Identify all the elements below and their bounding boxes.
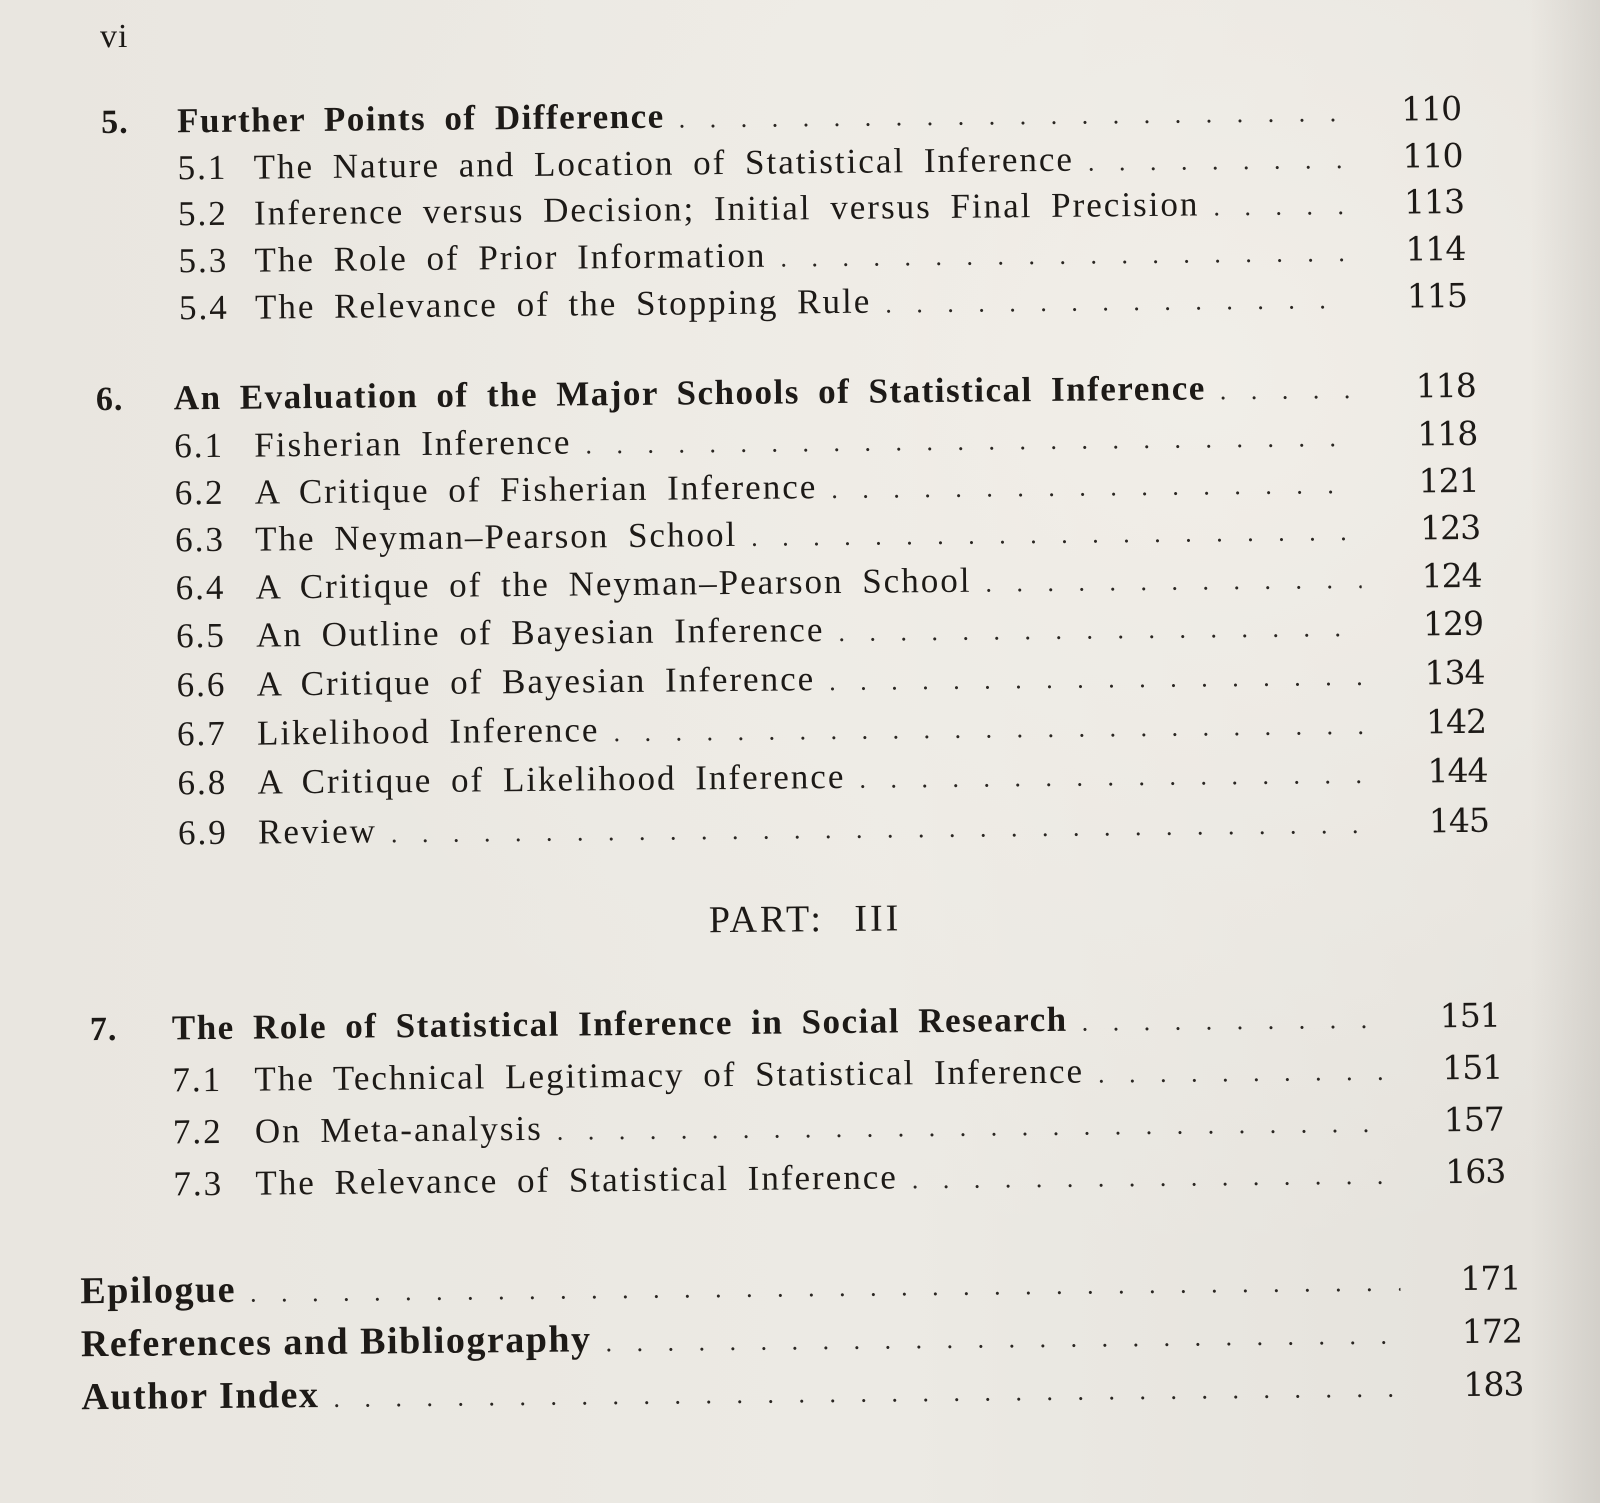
section-title: The Relevance of the Stopping Rule [254, 281, 872, 327]
section-number: 6.2 [174, 472, 225, 513]
section-number: 6.3 [175, 519, 226, 560]
page-number: 145 [1428, 800, 1490, 841]
section-title: A Critique of Likelihood Inference [257, 756, 846, 802]
dot-leader [557, 1109, 1384, 1147]
section-number: 5.2 [177, 193, 228, 234]
dot-leader [780, 238, 1345, 273]
dot-leader [585, 423, 1357, 460]
page-number: 124 [1421, 555, 1482, 596]
section-number: 5.4 [178, 287, 229, 328]
section-number: 5.1 [177, 147, 228, 188]
page-folio: vi [100, 18, 129, 55]
section-title: Fisherian Inference [254, 422, 572, 465]
page-number: 183 [1463, 1364, 1524, 1405]
section-number: 6.9 [177, 812, 228, 853]
back-matter-title: Author Index [81, 1373, 320, 1419]
dot-leader [885, 285, 1347, 319]
section-entry [176, 604, 1483, 663]
section-number: 6.7 [176, 713, 227, 754]
dot-leader [679, 98, 1342, 134]
section-entry [173, 1100, 1504, 1159]
section-number: 6.6 [176, 664, 227, 705]
page-number: 172 [1461, 1311, 1523, 1352]
page-number: 118 [1417, 413, 1478, 454]
section-entry [177, 702, 1486, 761]
dot-leader [1098, 1057, 1383, 1090]
page-number: 171 [1460, 1258, 1521, 1299]
section-title: A Critique of Bayesian Inference [256, 659, 816, 704]
page-number: 134 [1424, 652, 1485, 693]
section-number: 6.1 [174, 425, 225, 466]
section-title: A Critique of Fisherian Inference [254, 467, 818, 512]
back-matter-title: Epilogue [80, 1268, 237, 1313]
chapter-title: The Role of Statistical Inference in Social Research [171, 999, 1068, 1048]
page-number: 129 [1422, 603, 1484, 644]
section-title: The Neyman–Pearson School [254, 514, 738, 559]
section-title: Review [257, 811, 378, 852]
back-matter-title: References and Bibliography [80, 1318, 592, 1366]
section-number: 7.3 [173, 1163, 224, 1204]
page-number: 115 [1406, 275, 1468, 316]
page-number: 110 [1400, 88, 1462, 129]
chapter-title: An Evaluation of the Major Schools of Statistical Inference [173, 368, 1206, 418]
section-title: The Technical Legitimacy of Statistical Inference [254, 1051, 1085, 1099]
dot-leader [1088, 145, 1343, 177]
section-number: 6.5 [175, 615, 227, 656]
chapter-number: 7. [89, 1010, 118, 1049]
section-number: 6.8 [177, 762, 228, 803]
section-number: 5.3 [178, 240, 229, 281]
dot-leader [912, 1161, 1386, 1196]
references-entry [81, 1308, 1522, 1368]
page-number: 144 [1427, 750, 1488, 791]
chapter-number: 6. [95, 380, 124, 419]
dot-leader [250, 1268, 1401, 1309]
dot-leader [1213, 191, 1344, 222]
section-entry [172, 1048, 1502, 1107]
section-number: 6.4 [175, 567, 226, 608]
dot-leader [831, 470, 1359, 505]
section-entry [177, 751, 1487, 810]
section-title: An Outline of Bayesian Inference [255, 610, 825, 655]
dot-leader [613, 711, 1366, 748]
chapter-title: Further Points of Difference [176, 96, 665, 141]
page-number: 118 [1415, 365, 1476, 406]
section-entry [176, 653, 1484, 712]
section-number: 7.2 [172, 1111, 223, 1152]
part-heading: PART: III [708, 897, 902, 942]
dot-leader [829, 662, 1365, 697]
dot-leader [391, 810, 1369, 849]
dot-leader [605, 1321, 1402, 1359]
chapter-7-entry [90, 996, 1500, 1056]
section-title: A Critique of the Neyman–Pearson School [255, 560, 972, 607]
page-number: 142 [1425, 701, 1487, 742]
section-title: Likelihood Inference [256, 710, 600, 753]
dot-leader [1220, 375, 1356, 406]
page-number: 151 [1439, 995, 1501, 1036]
dot-leader [838, 613, 1363, 648]
page-number: 110 [1402, 135, 1463, 176]
chapter-number: 5. [101, 103, 129, 142]
page-number: 123 [1419, 507, 1481, 548]
page-number: 163 [1445, 1151, 1506, 1192]
section-entry [178, 801, 1489, 860]
section-number: 7.1 [172, 1059, 223, 1100]
author-index-entry [81, 1361, 1523, 1421]
page-number: 114 [1405, 228, 1466, 269]
section-title: Inference versus Decision; Initial versus Final Precision [253, 184, 1200, 233]
dot-leader [751, 517, 1360, 553]
section-entry [173, 1152, 1505, 1211]
epilogue-entry [80, 1255, 1520, 1315]
page-number: 113 [1403, 181, 1465, 222]
section-title: On Meta-analysis [254, 1108, 543, 1151]
section-title: The Nature and Location of Statistical Inference [253, 139, 1075, 187]
page-number: 151 [1442, 1047, 1503, 1088]
page-number: 157 [1443, 1099, 1504, 1140]
dot-leader [333, 1374, 1403, 1414]
page-number: 121 [1418, 460, 1479, 501]
section-title: The Role of Prior Information [254, 235, 767, 280]
dot-leader [1082, 1005, 1380, 1038]
dot-leader [985, 565, 1361, 599]
section-title: The Relevance of Statistical Inference [255, 1157, 898, 1203]
dot-leader [859, 760, 1367, 795]
